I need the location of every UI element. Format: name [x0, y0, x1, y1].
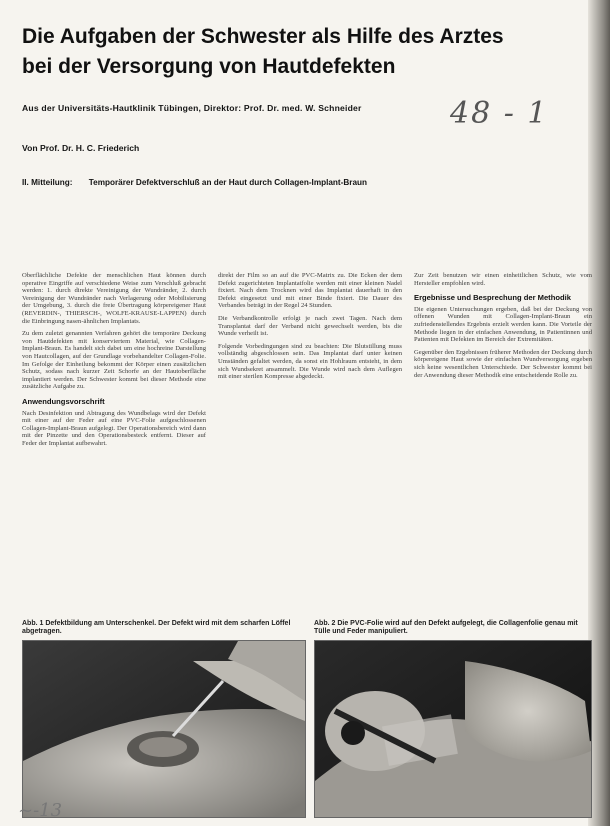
author-line: Von Prof. Dr. H. C. Friederich — [22, 143, 140, 153]
text-column-1 — [22, 272, 206, 452]
paragraph: Zu dem zuletzt genannten Verfahren gehört die temporäre Deckung von Hautdefekten mit konserviertem Material, wie Collagen-Implant-Braun. Es handelt sich dabei um eine hochreine Darstellung von Hautcollagen, auf der Grundlage vorbehandelter Collagen-Folie. Im Gefolge der Einheilung bekommt der Körper einen zusätzlichen Schutz, sodass nach kurzer Zeit Schorfe an der Hautoberfläche implantiert werden. Der Schwester kommt bei dieser Methode eine zusätzliche Aufgabe zu. — [22, 330, 206, 391]
figure-caption-1: Abb. 1 Defektbildung am Unterschenkel. Der Defekt wird mit dem scharfen Löffel abgetragen. — [22, 620, 291, 636]
part-heading — [22, 178, 367, 187]
text-column-2 — [218, 272, 402, 386]
part-title: Temporärer Defektverschluß an der Haut durch Collagen-Implant-Braun — [88, 178, 368, 187]
paragraph: Oberflächliche Defekte der menschlichen Haut können durch operative Eingriffe auf verschiedene Weise zum Verschluß gebracht werden: 1. durch direkte Vereinigung der Wundränder, 2. durch Vereinigung der Wundränder nach Verlagerung oder Mobilisierung der Umgebung, 3. durch die freie Übertragung körpereigener Haut (REVERDIN-, THIERSCH-, WOLFE-KRAUSE-LAPPEN) durch die Einbringung nasen-ähnlichen Implantats. — [22, 272, 206, 325]
title-line-1: Die Aufgaben der Schwester als Hilfe des Arztes — [22, 25, 504, 48]
photo-foil-application — [315, 641, 591, 817]
part-label: II. Mitteilung: — [22, 178, 73, 187]
paragraph: Die Verbandkontrolle erfolgt je nach zwei Tagen. Nach dem Transplantat darf der Verband nicht gewechselt werden, bis die Wunde verheilt ist. — [218, 314, 402, 338]
figure-caption-2: Abb. 2 Die PVC-Folie wird auf den Defekt aufgelegt, die Collagenfolie genau mit Tülle und Feder manipuliert. — [314, 620, 578, 636]
figure-photo-2 — [314, 640, 592, 818]
section-heading: Ergebnisse und Besprechung der Methodik — [414, 293, 571, 303]
photo-leg-debridement — [23, 641, 305, 817]
paragraph: Zur Zeit benutzen wir einen einheitlichen Schutz, wie vom Hersteller empfohlen wird. — [414, 272, 592, 287]
paragraph: direkt der Film so an auf die PVC-Matrix zu. Die Ecken der dem Defekt zugerichteten Implantatfolie werden mit einer kleinen Nadel fixiert. Nach dem Trocknen wird das Implantat dauerhaft in den Defekt eingesetzt und mit einer Binde fixiert. Die Dauer des Verbandes beträgt in der Regel 24 Stunden. — [218, 272, 402, 310]
text-column-3 — [414, 272, 592, 384]
figure-photo-1 — [22, 640, 306, 818]
paragraph: Die eigenen Untersuchungen ergeben, daß bei der Deckung von offenen Wunden mit Collagen-Implant-Braun ein zufriedenstellendes Ergebnis erzielt werden kann. Die Vorteile der Methode liegen in der einfachen Anwendung, in Patientinnen und Patienten mit Defekten im Bereich der Extremitäten. — [414, 305, 592, 344]
section-heading: Anwendungsvorschrift — [22, 396, 105, 406]
paragraph: Folgende Vorbedingungen sind zu beachten: Die Blutstillung muss vollständig abgeschlossen sein. Das Implantat darf unter keinen Umständen gefaltet werden, da sonst ein Hohlraum entsteht, in dem sich Wundsekret ansammelt. Die Wunde wird nach dem Auflegen mit einer sterilen Kompresse abgedeckt. — [218, 342, 402, 381]
paragraph: Nach Desinfektion und Abtragung des Wundbelags wird der Defekt mit einer auf der Feder auf eine PVC-Folie aufgeschlossenen Collagen-Implant-Braun aufgelegt. Der Operationsbereich wird dann mit der Pinzette und den Operationsbesteck entfernt. Dieser auf Feder der Implantat aufbewahrt. — [22, 409, 206, 447]
handwritten-note: 48 - 1 — [450, 96, 549, 131]
title-line-2: bei der Versorgung von Hautdefekten — [22, 55, 396, 78]
affiliation: Aus der Universitäts-Hautklinik Tübingen, Direktor: Prof. Dr. med. W. Schneider — [22, 103, 362, 113]
page-mark: ~-13 — [18, 800, 63, 821]
paragraph: Gegenüber den Ergebnissen früherer Methoden der Deckung durch körpereigene Haut sowie der einfachen Wundversorgung ergeben sich keine wesentlichen Unterschiede. Der Schwester kommt bei der Anwendung dieser Methodik eine entscheidende Rolle zu. — [414, 348, 592, 379]
article-title — [22, 22, 562, 82]
